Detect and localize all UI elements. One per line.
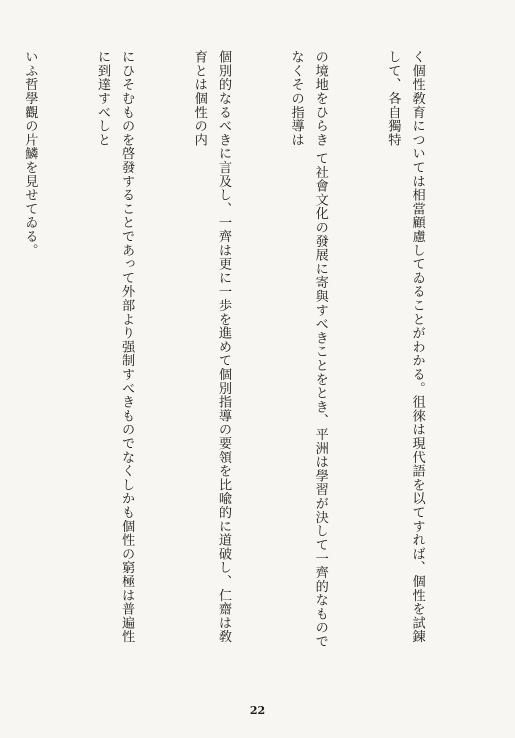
vertical-text-body: [22, 50, 477, 655]
page-number: 22: [249, 704, 266, 717]
text-line: 個別的なるべきに言及し、一齊は更に一歩を進めて個別指導の要領を比喩的に道破し、仁齋は敎育とは個性の内: [191, 50, 231, 644]
text-line: く個性敎育については相當顧慮してゐることがわかる。徂徠は現代語を以てすれば、個性を試錬して、各自獨特: [385, 50, 425, 644]
text-line: にひそむものを啓發することであって外部より强制すべきものでなくしかも個性の窮極は普遍性に到達すべしと: [94, 50, 135, 644]
text-line: いふ哲學觀の片鱗を見せてゐる。: [22, 50, 38, 257]
text-line: の境地をひらき て社會文化の發展に寄與すべきことをとき、平洲は學習が決して一齊的なものでなくその指導は: [288, 50, 328, 649]
